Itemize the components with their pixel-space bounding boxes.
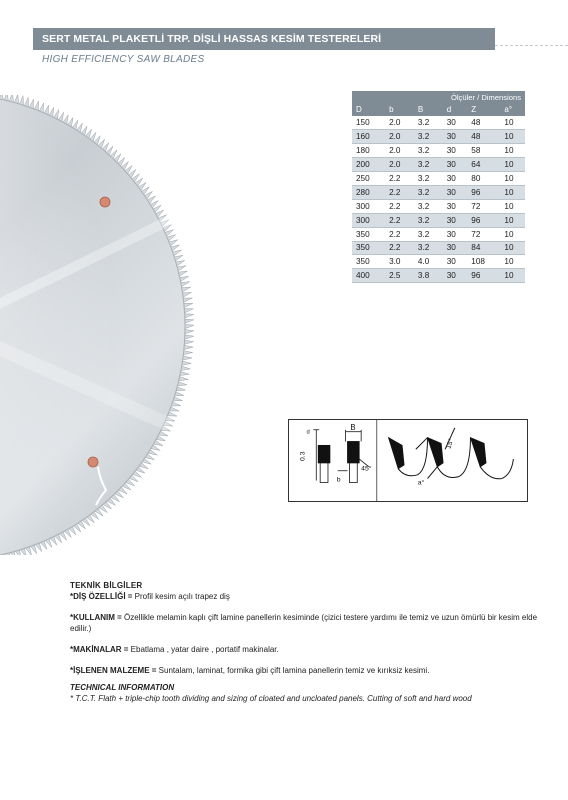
table-row [352, 130, 525, 144]
page-title: SERT METAL PLAKETLİ TRP. DİŞLİ HASSAS KESİM TESTERELERİ [33, 28, 495, 50]
table-cell: 400 [352, 269, 385, 283]
table-cell: 2.0 [385, 130, 414, 144]
table-cell: 64 [467, 158, 500, 172]
table-cell: 3.2 [414, 227, 443, 241]
table-row [352, 199, 525, 213]
table-cell: 4.0 [414, 255, 443, 269]
table-row [352, 116, 525, 130]
table-cell: 150 [352, 116, 385, 130]
table-cell: 72 [467, 227, 500, 241]
saw-tooth [185, 324, 194, 328]
table-cell: 300 [352, 199, 385, 213]
title-divider [495, 45, 568, 46]
saw-tooth [182, 361, 191, 365]
table-row [352, 241, 525, 255]
table-cell: 10 [500, 269, 525, 283]
saw-tooth [184, 303, 193, 307]
technical-heading: TECHNICAL INFORMATION [70, 683, 175, 692]
saw-tooth [184, 340, 193, 344]
table-row [352, 227, 525, 241]
table-cell: 3.2 [414, 241, 443, 255]
label-dim-03: 0.3 [299, 451, 307, 461]
table-cell: 30 [443, 269, 468, 283]
label-small-b: b [336, 476, 341, 484]
table-cell: 48 [467, 130, 500, 144]
table-cell: 2.2 [385, 185, 414, 199]
tooth-profile-svg [289, 420, 527, 501]
label-big-b: B [350, 422, 356, 432]
saw-blade-image [0, 95, 205, 555]
table-cell: 10 [500, 130, 525, 144]
table-row [352, 144, 525, 158]
info-heading: TEKNİK BİLGİLER [70, 581, 143, 590]
saw-tooth [183, 293, 192, 298]
table-cell: 2.0 [385, 144, 414, 158]
table-cell: 10 [500, 185, 525, 199]
table-cell: 10 [500, 213, 525, 227]
table-cell: 10 [500, 255, 525, 269]
table-cell: 2.2 [385, 227, 414, 241]
table-cell: 30 [443, 213, 468, 227]
blade-rivet-top [100, 197, 110, 207]
table-cell: 2.2 [385, 199, 414, 213]
table-cell: 3.2 [414, 199, 443, 213]
table-row [352, 255, 525, 269]
table-cell: 58 [467, 144, 500, 158]
table-cell: 30 [443, 144, 468, 158]
table-cell: 2.2 [385, 241, 414, 255]
table-cell: 2.2 [385, 213, 414, 227]
table-cell: 30 [443, 116, 468, 130]
saw-tooth [179, 377, 189, 381]
table-cell: 30 [443, 158, 468, 172]
saw-tooth [183, 356, 192, 360]
saw-tooth [185, 314, 194, 318]
table-cell: 10 [500, 241, 525, 255]
table-cell: 3.8 [414, 269, 443, 283]
table-cell: 10 [500, 158, 525, 172]
table-cell: 2.2 [385, 172, 414, 186]
label-d: d [306, 429, 310, 436]
saw-tooth [183, 351, 192, 355]
column-header: B [414, 103, 443, 116]
table-cell: 30 [443, 199, 468, 213]
technical-info [70, 580, 540, 704]
table-cell: 84 [467, 241, 500, 255]
table-cell: 30 [443, 255, 468, 269]
saw-tooth [180, 372, 190, 376]
table-cell: 96 [467, 269, 500, 283]
table-cell: 160 [352, 130, 385, 144]
table-cell: 3.2 [414, 158, 443, 172]
table-cell: 2.0 [385, 158, 414, 172]
info-dis: *DİŞ ÖZELLİĞİ = Profil kesim açılı trapez diş [70, 592, 230, 601]
table-cell: 108 [467, 255, 500, 269]
table-cell: 3.0 [385, 255, 414, 269]
tooth-profile-diagram [288, 419, 528, 502]
saw-tooth [185, 335, 194, 339]
dimensions-table [352, 91, 525, 283]
table-cell: 10 [500, 116, 525, 130]
saw-tooth [185, 330, 194, 334]
table-cell: 3.2 [414, 144, 443, 158]
saw-tooth [177, 382, 187, 386]
table-cell: 3.2 [414, 172, 443, 186]
table-cell: 48 [467, 116, 500, 130]
table-cell: 2.5 [385, 269, 414, 283]
info-kullanim: *KULLANIM = Özellikle melamin kaplı çift lamine panellerin kesiminde (çizici testere yardımı ile temiz ve uzun ömürlü bir kesim elde edilir.) [70, 613, 538, 633]
blade-shine [0, 95, 185, 555]
saw-tooth [184, 309, 193, 313]
table-row [352, 172, 525, 186]
saw-tooth [182, 287, 191, 292]
table-cell: 350 [352, 241, 385, 255]
table-cell: 30 [443, 130, 468, 144]
table-cell: 72 [467, 199, 500, 213]
saw-tooth [183, 298, 192, 302]
table-cell: 3.2 [414, 213, 443, 227]
table-cell: 30 [443, 241, 468, 255]
saw-tooth [181, 282, 190, 287]
table-cell: 3.2 [414, 116, 443, 130]
table-cell: 3.2 [414, 130, 443, 144]
table-row [352, 185, 525, 199]
table-cell: 250 [352, 172, 385, 186]
column-header: a° [500, 103, 525, 116]
table-cell: 30 [443, 185, 468, 199]
table-row [352, 213, 525, 227]
table-row [352, 269, 525, 283]
label-angle-15: 15° [445, 437, 456, 450]
blade-rivet-bottom [88, 457, 98, 467]
technical-text: * T.C.T. Flath + triple-chip tooth dividing and sizing of cloated and uncloated panels. Cutting of soft and hard wood [70, 694, 472, 703]
table-cell: 2.0 [385, 116, 414, 130]
table-cell: 10 [500, 227, 525, 241]
table-cell: 10 [500, 144, 525, 158]
column-header: Z [467, 103, 500, 116]
info-makinalar: *MAKİNALAR = Ebatlama , yatar daire , portatif makinalar. [70, 645, 279, 654]
label-angle-45: 45° [361, 465, 372, 473]
table-cell: 350 [352, 255, 385, 269]
saw-tooth [180, 276, 189, 281]
label-a: a° [417, 479, 425, 487]
table-cell: 30 [443, 172, 468, 186]
column-header: D [352, 103, 385, 116]
column-header: d [443, 103, 468, 116]
table-row [352, 158, 525, 172]
table-cell: 3.2 [414, 185, 443, 199]
table-cell: 350 [352, 227, 385, 241]
saw-tooth [179, 271, 188, 276]
table-cell: 96 [467, 185, 500, 199]
table-cell: 180 [352, 144, 385, 158]
page-subtitle: HIGH EFFICIENCY SAW BLADES [42, 54, 205, 65]
saw-tooth [181, 366, 191, 370]
table-cell: 80 [467, 172, 500, 186]
saw-tooth [177, 266, 186, 272]
table-cell: 200 [352, 158, 385, 172]
table-cell: 10 [500, 172, 525, 186]
table-cell: 280 [352, 185, 385, 199]
saw-tooth [185, 319, 194, 323]
table-cell: 10 [500, 199, 525, 213]
table-cell: 30 [443, 227, 468, 241]
info-malzeme: *İŞLENEN MALZEME = Suntalam, laminat, formika gibi çift lamina panellerin temiz ve kırıksiz kesimi. [70, 666, 430, 675]
column-header: b [385, 103, 414, 116]
saw-tooth [184, 345, 193, 349]
table-cell: 300 [352, 213, 385, 227]
table-caption: Ölçüler / Dimensions [352, 91, 525, 103]
table-cell: 96 [467, 213, 500, 227]
